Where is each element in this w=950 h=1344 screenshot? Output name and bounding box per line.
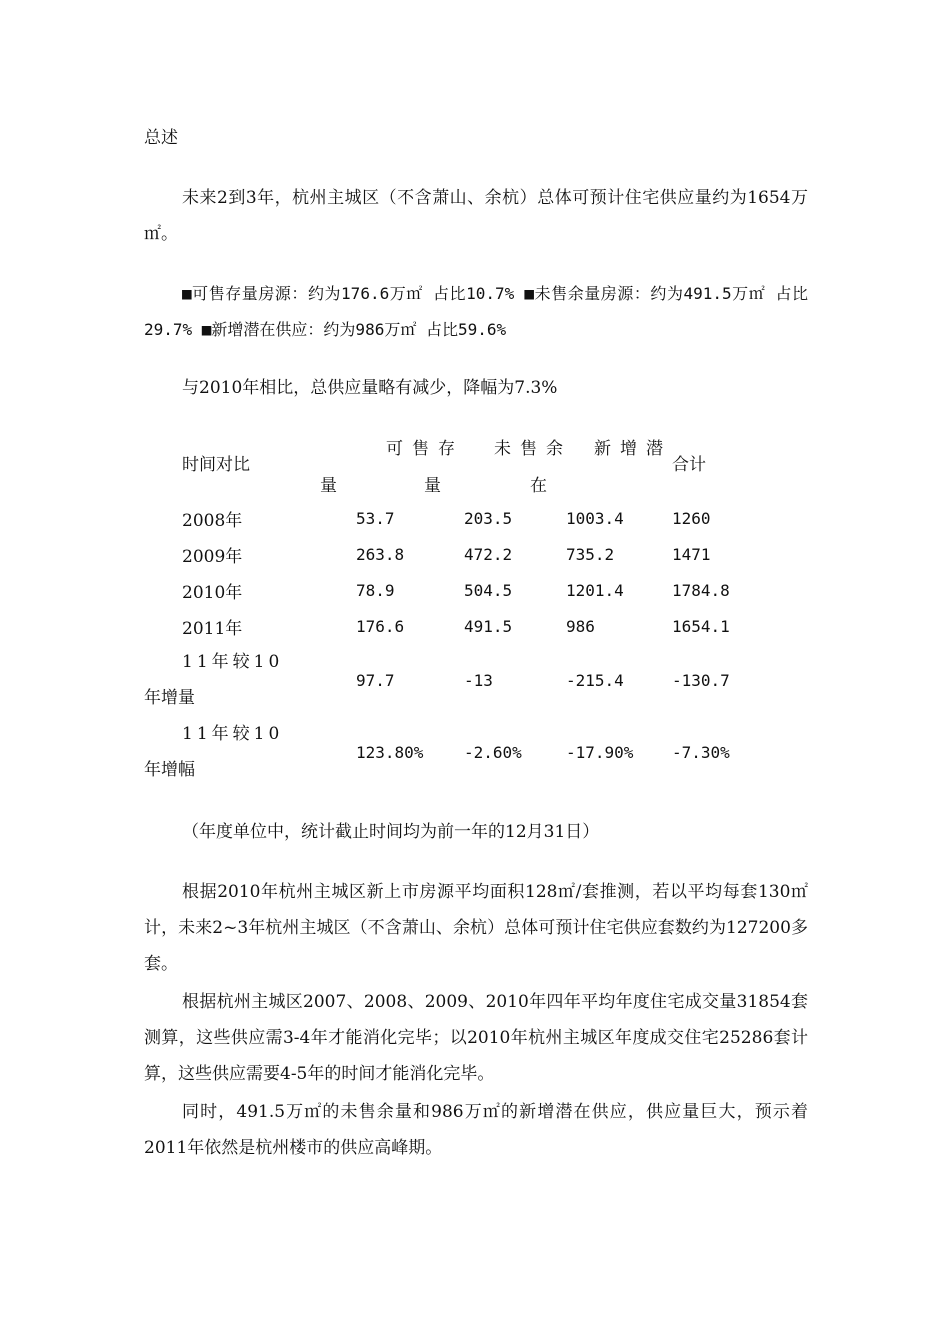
row-label: 2008年 [182, 510, 243, 531]
cell-value: -13 [464, 670, 493, 690]
header-unsold-remaining: 未售余 量 [424, 439, 572, 496]
row-label: 11年较10 年增幅 [144, 724, 284, 780]
row-label: 11年较10 年增量 [144, 652, 284, 708]
header-total: 合计 [672, 454, 706, 475]
header-new-potential: 新增潜 在 [530, 439, 672, 496]
cell-total: -7.30% [672, 742, 730, 762]
table-row-increase [144, 644, 782, 716]
cell-value: 504.5 [464, 580, 513, 600]
table-row [144, 536, 782, 572]
table-row [144, 608, 782, 644]
cell-value: 176.6 [356, 616, 405, 636]
row-label: 2011年 [182, 618, 243, 639]
cell-value: 472.2 [464, 544, 513, 564]
cell-value: 97.7 [356, 670, 395, 690]
supply-summary-paragraph: 未来2到3年，杭州主城区（不含萧山、余杭）总体可预计住宅供应量约为1654万㎡。 [144, 188, 808, 244]
supply-comparison-table [144, 424, 782, 788]
cell-total: 1654.1 [672, 616, 730, 636]
digestion-period-paragraph: 根据杭州主城区2007、2008、2009、2010年四年平均年度住宅成交量31854套测算，这些供应需3-4年才能消化完毕；以2010年杭州主城区年度成交住宅25286套计算，这些供应需要4-5年的时间才能消化完毕。 [144, 992, 808, 1084]
table-header-row [144, 424, 782, 500]
cell-value: 986 [566, 616, 595, 636]
header-time-compare: 时间对比 [182, 454, 250, 475]
cell-value: 1003.4 [566, 508, 624, 528]
cell-value: 123.80% [356, 742, 424, 762]
cell-value: 203.5 [464, 508, 513, 528]
cell-value: 53.7 [356, 508, 395, 528]
cell-total: 1471 [672, 544, 711, 564]
header-available-stock: 可售存 量 [320, 439, 464, 496]
cell-total: 1260 [672, 508, 711, 528]
cell-total: -130.7 [672, 670, 730, 690]
row-label: 2010年 [182, 582, 243, 603]
cell-value: 735.2 [566, 544, 615, 564]
table-row [144, 572, 782, 608]
cell-value: 1201.4 [566, 580, 624, 600]
cell-value: -2.60% [464, 742, 522, 762]
cell-value: 491.5 [464, 616, 513, 636]
housing-units-paragraph: 根据2010年杭州主城区新上市房源平均面积128㎡/套推测，若以平均每套130㎡计，未来2~3年杭州主城区（不含萧山、余杭）总体可预计住宅供应套数约为127200多套。 [144, 882, 808, 974]
table-row-growth-rate [144, 716, 782, 788]
table-footnote: （年度单位中，统计截止时间均为前一年的12月31日） [182, 822, 600, 842]
cell-value: 78.9 [356, 580, 395, 600]
supply-peak-paragraph: 同时，491.5万㎡的未售余量和986万㎡的新增潜在供应，供应量巨大，预示着2011年依然是杭州楼市的供应高峰期。 [144, 1102, 808, 1158]
row-label: 2009年 [182, 546, 243, 567]
cell-value: -17.90% [566, 742, 634, 762]
supply-breakdown-paragraph: ■可售存量房源：约为176.6万㎡ 占比10.7% ■未售余量房源：约为491.5万㎡ 占比29.7% ■新增潜在供应：约为986万㎡ 占比59.6% [144, 284, 808, 339]
cell-value: -215.4 [566, 670, 624, 690]
year-comparison-sentence: 与2010年相比，总供应量略有减少，降幅为7.3% [182, 378, 558, 398]
cell-total: 1784.8 [672, 580, 730, 600]
cell-value: 263.8 [356, 544, 405, 564]
table-row [144, 500, 782, 536]
section-heading: 总述 [144, 128, 178, 148]
